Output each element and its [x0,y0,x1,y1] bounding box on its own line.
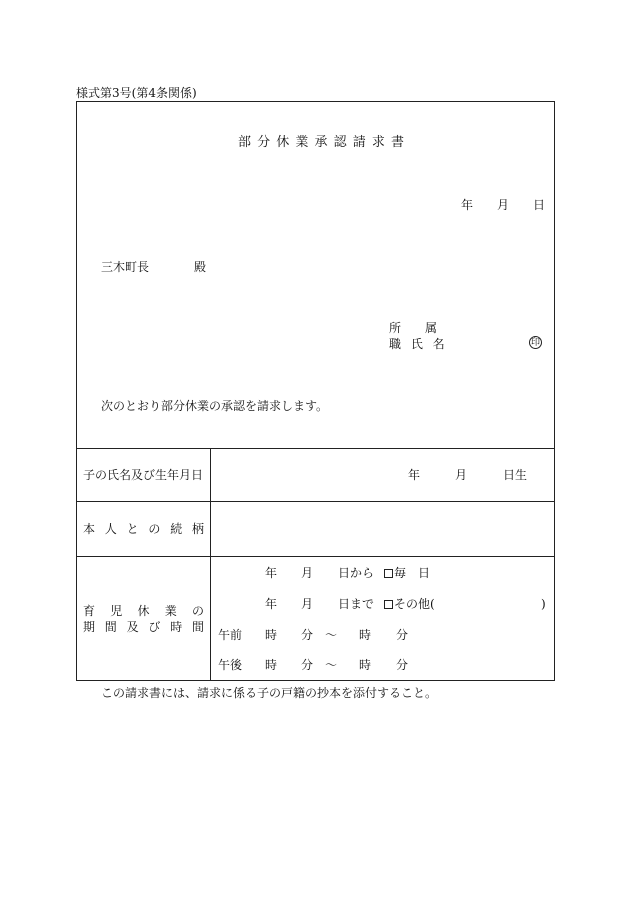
period-until-month: 月 [301,597,314,611]
relation-label: 本 人 と の 続 柄 [83,522,204,536]
attachment-note: この請求書には、請求に係る子の戸籍の抄本を添付すること。 [101,686,438,700]
child-year: 年 [408,468,421,482]
date-year: 年 [461,198,474,212]
am-label: 午前 [218,628,243,642]
period-until-year: 年 [265,597,278,611]
date-month: 月 [497,198,510,212]
am-min-1: 分 [301,628,314,642]
pm-min-2: 分 [396,658,409,672]
option-other[interactable]: その他( [384,597,435,611]
child-month: 月 [455,468,468,482]
period-from-month: 月 [301,566,314,580]
addressee-name: 三木町長 [101,260,150,274]
divider-row-1 [76,448,555,449]
date-day: 日 [533,198,546,212]
child-day-born: 日生 [503,468,528,482]
option-daily[interactable]: 毎 日 [384,566,430,580]
option-other-close: ) [541,597,546,611]
divider-row-3 [76,556,555,557]
affiliation-label: 所 属 [389,321,438,335]
period-until-day: 日まで [338,597,375,611]
period-label-line-2: 期 間 及 び 時 間 [83,620,204,634]
pm-hour-1: 時 [265,658,278,672]
name-label: 職 氏 名 [389,337,448,351]
pm-tilde: 〜 [325,658,338,672]
pm-min-1: 分 [301,658,314,672]
addressee-honorific: 殿 [194,260,207,274]
form-frame [76,101,555,681]
divider-row-2 [76,501,555,502]
other-checkbox[interactable] [384,600,393,609]
am-tilde: 〜 [325,628,338,642]
am-min-2: 分 [396,628,409,642]
am-hour-1: 時 [265,628,278,642]
column-divider [210,448,211,681]
period-from-year: 年 [265,566,278,580]
pm-hour-2: 時 [359,658,372,672]
request-statement: 次のとおり部分休業の承認を請求します。 [101,399,329,413]
form-number: 様式第3号(第4条関係) [76,86,197,100]
form-title: 部 分 休 業 承 認 請 求 書 [238,135,406,150]
child-label: 子の氏名及び生年月日 [83,468,204,482]
period-label-line-1: 育 児 休 業 の [83,604,204,618]
seal-mark: 印 [530,338,540,348]
daily-checkbox[interactable] [384,569,393,578]
pm-label: 午後 [218,658,243,672]
am-hour-2: 時 [359,628,372,642]
period-from-day: 日から [338,566,375,580]
